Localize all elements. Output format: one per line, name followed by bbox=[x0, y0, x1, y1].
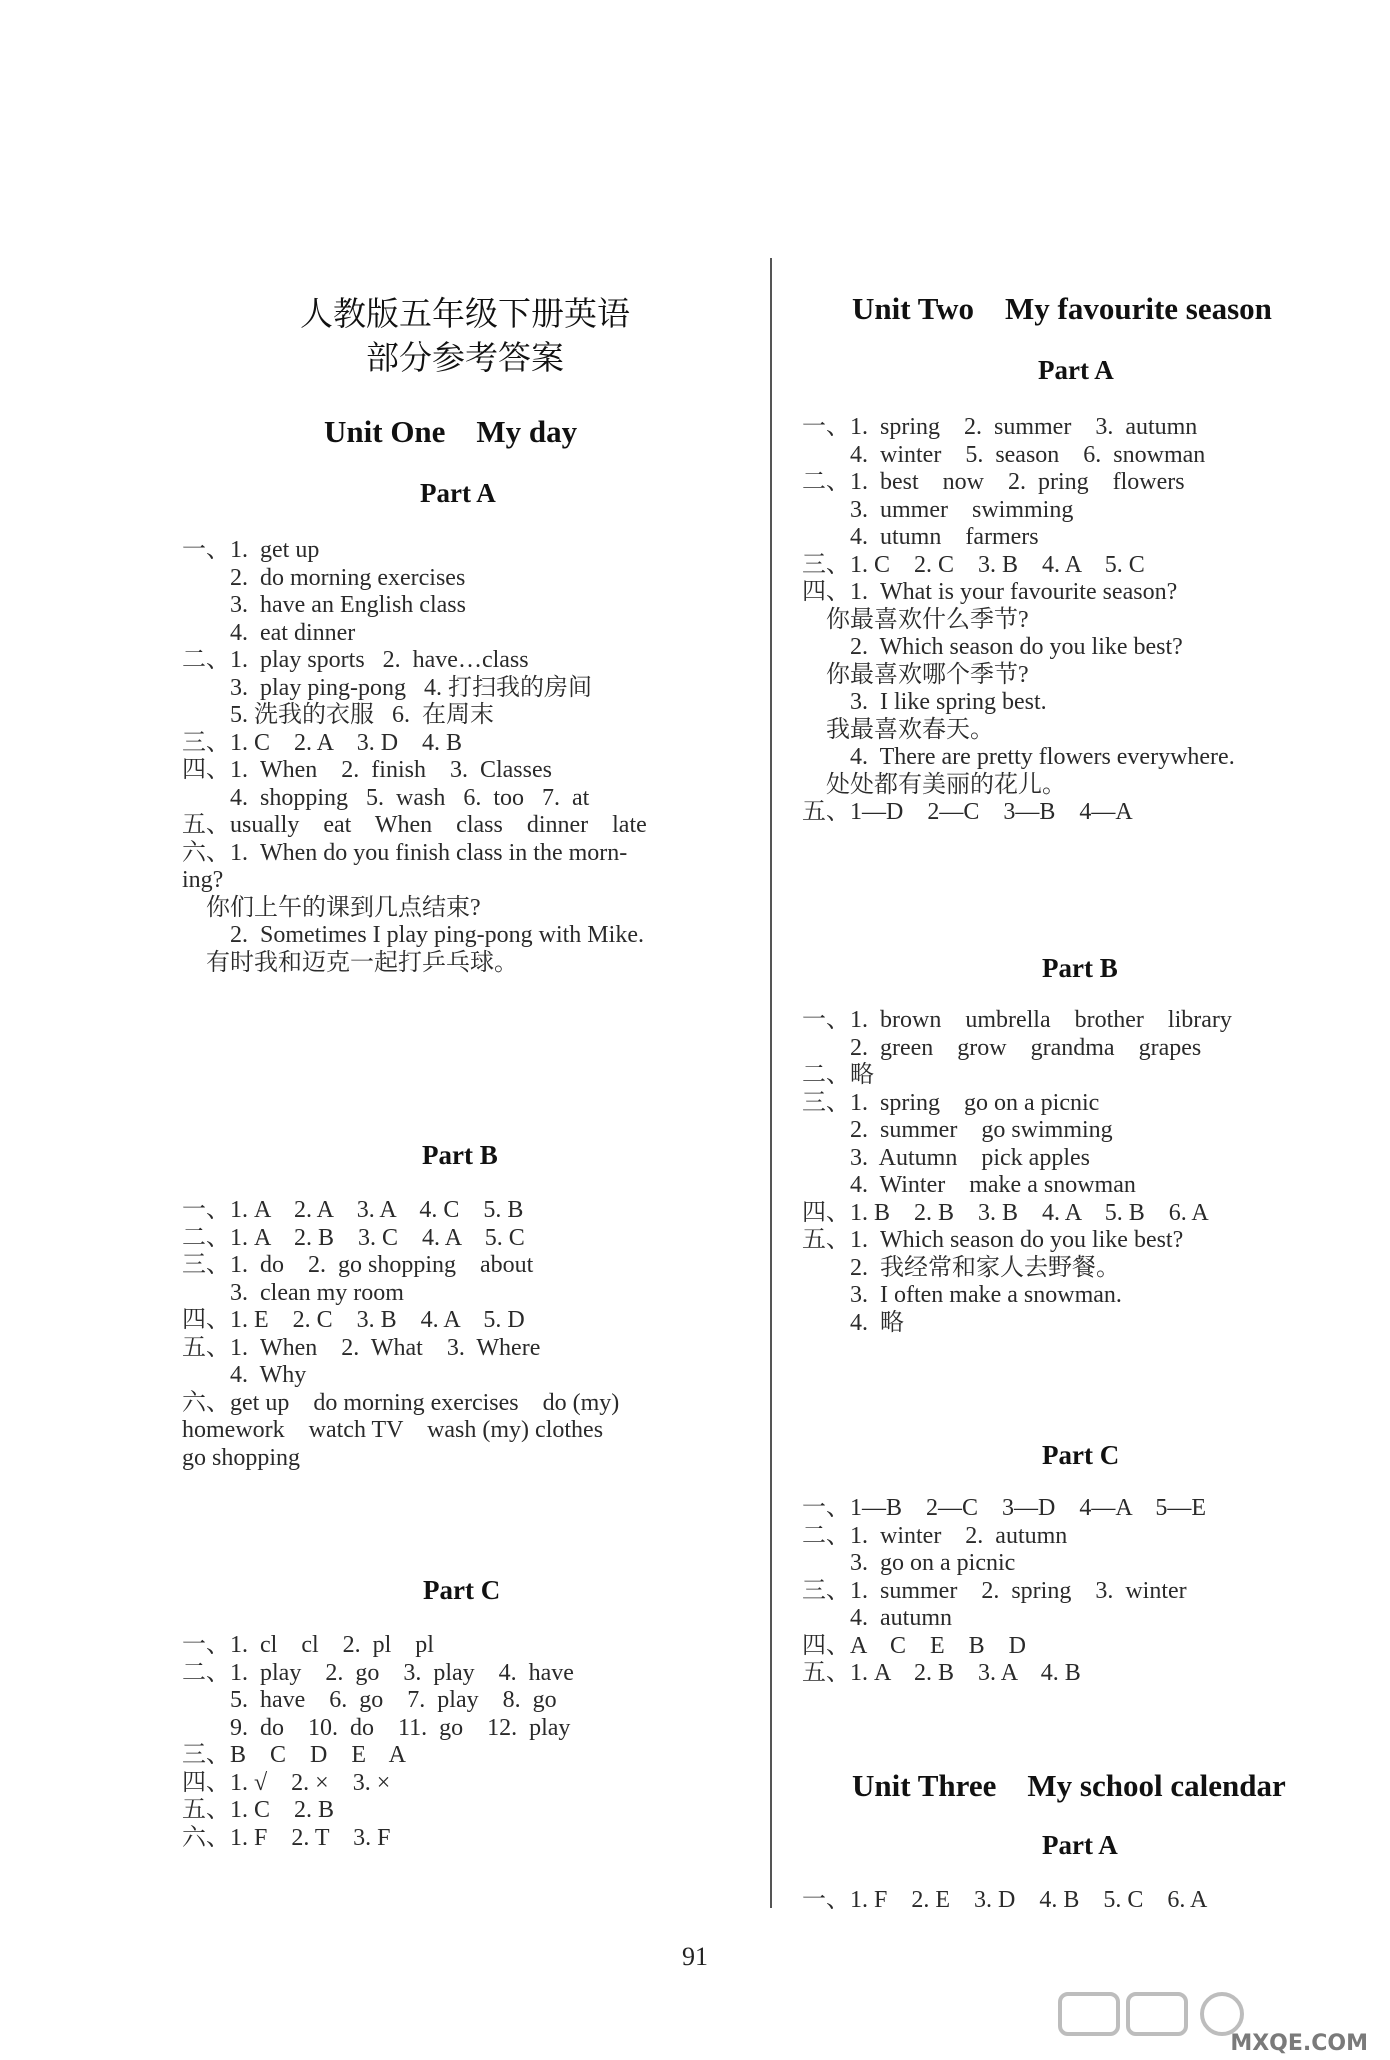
unit-two-part-c-line: 四、A C E B D bbox=[802, 1632, 1027, 1659]
unit-one-part-c-line: 三、B C D E A bbox=[182, 1742, 407, 1768]
unit-one-part-a-line: ing? bbox=[182, 867, 224, 893]
unit-two-part-c-line: 五、1. A 2. B 3. A 4. B bbox=[802, 1660, 1081, 1686]
unit-two-part-b-line: 2. 我经常和家人去野餐。 bbox=[802, 1254, 1120, 1281]
unit-three-part-a-line: 一、1. F 2. E 3. D 4. B 5. C 6. A bbox=[802, 1887, 1208, 1913]
unit-one-part-a-line: 你们上午的课到几点结束? bbox=[182, 894, 481, 921]
unit-one-part-b-line: 二、1. A 2. B 3. C 4. A 5. C bbox=[182, 1224, 525, 1251]
unit-one-part-b-heading: Part B bbox=[422, 1140, 498, 1170]
page-number: 91 bbox=[682, 1942, 708, 1971]
unit-one-part-b-line: 六、get up do morning exercises do (my) bbox=[182, 1389, 620, 1416]
unit-three-title: Unit Three My school calendar bbox=[852, 1768, 1286, 1803]
unit-two-part-b-heading: Part B bbox=[1042, 953, 1118, 983]
unit-two-part-b-line: 三、1. spring go on a picnic bbox=[802, 1089, 1100, 1116]
document-title-line-2: 部分参考答案 bbox=[366, 338, 564, 377]
unit-one-part-a-heading: Part A bbox=[420, 478, 496, 508]
unit-one-part-a-line: 五、usually eat When class dinner late bbox=[182, 812, 647, 838]
unit-one-part-b-line: 3. clean my room bbox=[182, 1279, 404, 1306]
unit-two-part-c-line: 三、1. summer 2. spring 3. winter bbox=[802, 1577, 1187, 1604]
unit-two-part-a-heading: Part A bbox=[1038, 355, 1114, 385]
unit-one-part-b-line: 4. Why bbox=[182, 1362, 307, 1388]
unit-two-part-b-line: 4. 略 bbox=[802, 1309, 904, 1336]
unit-two-part-a-line: 二、1. best now 2. pring flowers bbox=[802, 469, 1185, 495]
unit-two-part-a-line: 四、1. What is your favourite season? bbox=[802, 579, 1178, 605]
unit-two-part-b-line: 3. I often make a snowman. bbox=[802, 1282, 1122, 1308]
column-divider bbox=[770, 258, 772, 1908]
unit-one-part-b-line: 三、1. do 2. go shopping about bbox=[182, 1252, 534, 1278]
unit-one-part-b-line: 五、1. When 2. What 3. Where bbox=[182, 1334, 541, 1361]
unit-two-part-b-line: 3. Autumn pick apples bbox=[802, 1144, 1090, 1171]
unit-two-part-a-line: 你最喜欢什么季节? bbox=[802, 606, 1029, 633]
unit-two-part-a-line: 4. utumn farmers bbox=[802, 524, 1039, 550]
unit-two-part-b-line: 4. Winter make a snowman bbox=[802, 1172, 1136, 1198]
unit-one-part-a-line: 有时我和迈克一起打乒乓球。 bbox=[182, 949, 518, 976]
unit-two-part-a-line: 4. There are pretty flowers everywhere. bbox=[802, 744, 1235, 770]
unit-two-part-b-line: 五、1. Which season do you like best? bbox=[802, 1227, 1184, 1253]
watermark-url: MXQE.COM bbox=[1230, 2031, 1368, 2056]
unit-two-part-b-line: 二、略 bbox=[802, 1062, 874, 1088]
unit-two-title: Unit Two My favourite season bbox=[852, 291, 1272, 326]
unit-one-part-c-line: 四、1. √ 2. × 3. × bbox=[182, 1769, 391, 1796]
unit-one-part-c-line: 9. do 10. do 11. go 12. play bbox=[182, 1714, 571, 1741]
unit-one-part-a-line: 4. eat dinner bbox=[182, 619, 356, 646]
unit-two-part-b-line: 一、1. brown umbrella brother library bbox=[802, 1007, 1232, 1033]
unit-two-part-a-line: 三、1. C 2. C 3. B 4. A 5. C bbox=[802, 551, 1145, 578]
unit-one-part-b-line: homework watch TV wash (my) clothes bbox=[182, 1417, 604, 1443]
unit-three-part-a-heading: Part A bbox=[1042, 1830, 1118, 1860]
unit-two-part-a-line: 五、1—D 2—C 3—B 4—A bbox=[802, 799, 1133, 825]
unit-two-part-c-line: 3. go on a picnic bbox=[802, 1550, 1016, 1576]
unit-one-part-a-line: 四、1. When 2. finish 3. Classes bbox=[182, 757, 552, 783]
unit-one-part-c-heading: Part C bbox=[423, 1575, 501, 1605]
unit-one-part-a-line: 3. have an English class bbox=[182, 592, 466, 618]
unit-one-part-b-line: 四、1. E 2. C 3. B 4. A 5. D bbox=[182, 1307, 525, 1333]
unit-two-part-b-line: 四、1. B 2. B 3. B 4. A 5. B 6. A bbox=[802, 1199, 1209, 1226]
unit-one-part-a-line: 二、1. play sports 2. have…class bbox=[182, 647, 529, 673]
unit-one-part-c-line: 六、1. F 2. T 3. F bbox=[182, 1824, 391, 1851]
document-title-line-1: 人教版五年级下册英语 bbox=[300, 294, 630, 333]
unit-two-part-a-line: 你最喜欢哪个季节? bbox=[802, 661, 1029, 688]
unit-one-part-b-line: 一、1. A 2. A 3. A 4. C 5. B bbox=[182, 1197, 524, 1223]
unit-two-part-a-line: 2. Which season do you like best? bbox=[802, 634, 1183, 660]
unit-one-part-a-line: 三、1. C 2. A 3. D 4. B bbox=[182, 729, 463, 756]
unit-one-part-c-line: 五、1. C 2. B bbox=[182, 1797, 335, 1823]
unit-one-part-c-line: 一、1. cl cl 2. pl pl bbox=[182, 1632, 434, 1658]
unit-one-part-a-line: 4. shopping 5. wash 6. too 7. at bbox=[182, 784, 590, 811]
document-title bbox=[180, 292, 750, 380]
unit-two-part-b-line: 2. summer go swimming bbox=[802, 1117, 1113, 1143]
unit-one-part-a-line: 5. 洗我的衣服 6. 在周末 bbox=[182, 702, 494, 728]
unit-one-part-a-line: 六、1. When do you finish class in the morn- bbox=[182, 839, 628, 866]
unit-one-part-a-line: 3. play ping-pong 4. 打扫我的房间 bbox=[182, 674, 592, 701]
unit-one-part-a-line: 一、1. get up bbox=[182, 537, 320, 563]
unit-two-part-a-line: 一、1. spring 2. summer 3. autumn bbox=[802, 414, 1198, 440]
unit-one-part-a-line: 2. do morning exercises bbox=[182, 564, 466, 591]
unit-two-part-c-line: 4. autumn bbox=[802, 1605, 952, 1631]
unit-two-part-a-line: 4. winter 5. season 6. snowman bbox=[802, 441, 1206, 468]
unit-two-part-c-line: 一、1—B 2—C 3—D 4—A 5—E bbox=[802, 1495, 1207, 1521]
unit-two-part-b-line: 2. green grow grandma grapes bbox=[802, 1034, 1202, 1061]
unit-one-title: Unit One My day bbox=[324, 414, 578, 449]
unit-two-part-c-line: 二、1. winter 2. autumn bbox=[802, 1522, 1068, 1549]
unit-one-part-c-line: 二、1. play 2. go 3. play 4. have bbox=[182, 1659, 574, 1686]
unit-one-part-a-line: 2. Sometimes I play ping-pong with Mike. bbox=[182, 922, 644, 948]
unit-one-part-b-line: go shopping bbox=[182, 1444, 301, 1471]
unit-two-part-a-line: 3. I like spring best. bbox=[802, 689, 1047, 715]
unit-two-part-a-line: 我最喜欢春天。 bbox=[802, 716, 994, 743]
unit-two-part-a-line: 3. ummer swimming bbox=[802, 496, 1074, 523]
unit-two-part-a-line: 处处都有美丽的花儿。 bbox=[802, 771, 1066, 798]
unit-two-part-c-heading: Part C bbox=[1042, 1440, 1120, 1470]
unit-one-part-c-line: 5. have 6. go 7. play 8. go bbox=[182, 1687, 557, 1713]
